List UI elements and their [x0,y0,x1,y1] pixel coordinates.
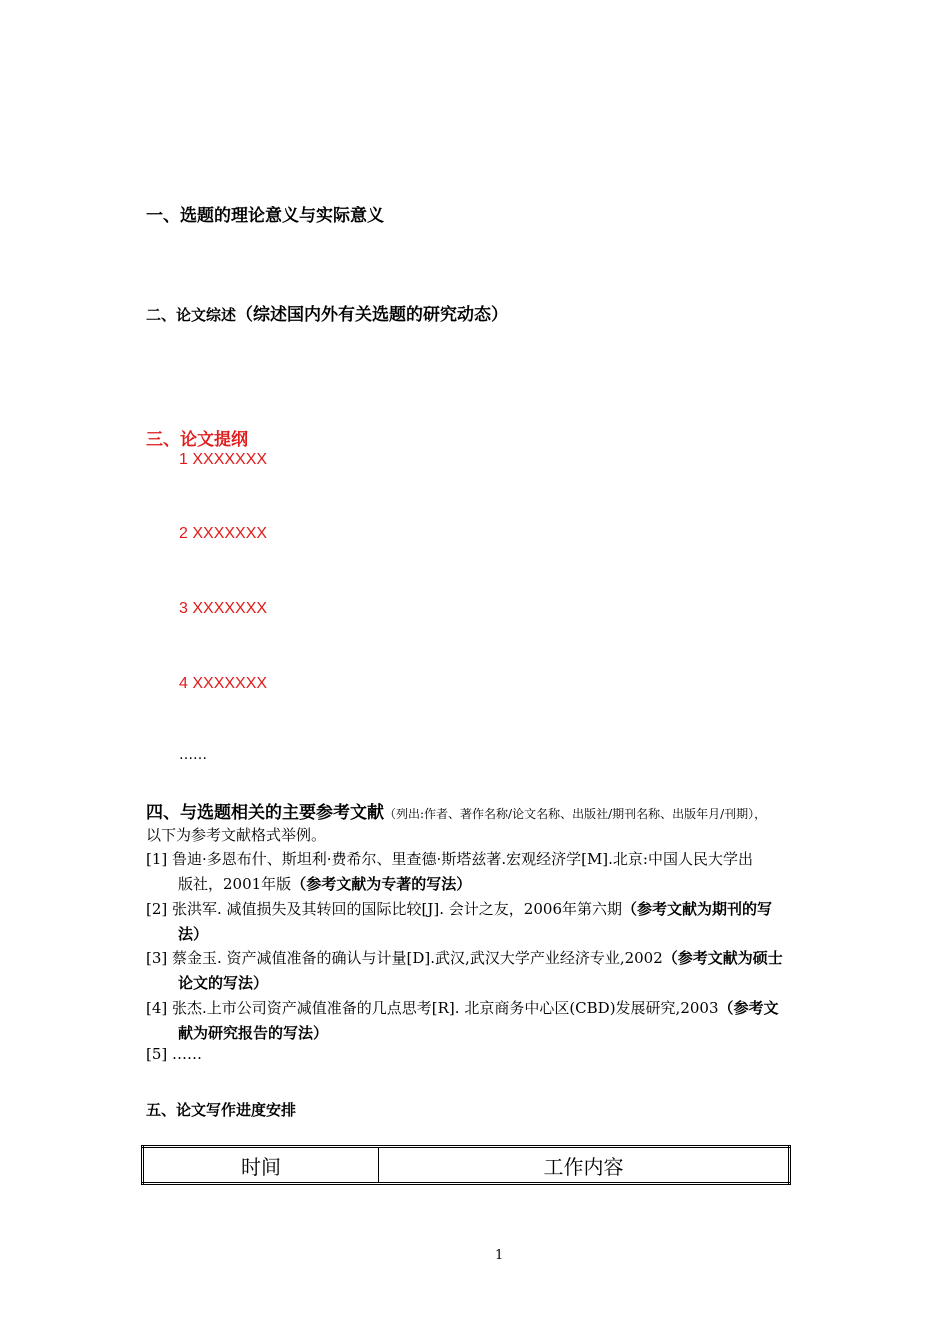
ref-3-note1: （参考文献为硕士 [662,949,783,967]
ref-3-note2: 论文的写法） [178,974,269,992]
reference-item-2 [146,897,858,947]
section-4-subtitle: 以下为参考文献格式举例。 [146,826,327,844]
outline-item-1: 1 XXXXXXX [179,451,268,468]
section-2-heading [146,300,508,325]
section-2-rest: （综述国内外有关选题的研究动态） [236,305,509,325]
ref-1-line1: [1] 鲁迪·多恩布什、斯坦利·费希尔、里查德·斯塔兹著.宏观经济学[M].北京:中国人民大学出 [146,850,753,868]
section-1-heading: 一、选题的理论意义与实际意义 [146,206,384,226]
section-3-heading: 三、论文提纲 [146,430,248,450]
section-4-heading [146,798,766,823]
table-header-work: 工作内容 [379,1147,790,1184]
section-4-title: 四、与选题相关的主要参考文献 [146,803,384,823]
ref-2-note1: （参考文献为期刊的写 [621,900,772,918]
reference-item-1 [146,847,858,897]
outline-item-2: 2 XXXXXXX [179,525,268,542]
section-2-prefix: 二、论文综述 [146,306,237,324]
ref-3-line1: [3] 蔡金玉. 资产减值准备的确认与计量[D].武汉,武汉大学产业经济专业,2002 [146,949,663,967]
ref-1-line2: 版社，2001年版 [178,875,292,893]
outline-item-4: 4 XXXXXXX [179,675,268,692]
outline-ellipsis: …… [179,747,207,763]
ref-2-line1: [2] 张洪军. 减值损失及其转回的国际比较[J]. 会计之友，2006年第六期 [146,900,622,918]
ref-4-note1: （参考文 [718,999,779,1017]
ref-4-note2: 献为研究报告的写法） [178,1024,329,1042]
ref-4-line1: [4] 张杰.上市公司资产减值准备的几点思考[R]. 北京商务中心区(CBD)发展研究,2003 [146,999,719,1017]
reference-item-3 [146,946,858,996]
ref-2-note2: 法） [178,925,209,943]
ref-1-note: （参考文献为专著的写法） [291,875,472,893]
reference-item-4 [146,996,858,1046]
table-header-row [143,1147,790,1184]
table-header-time: 时间 [143,1147,379,1184]
reference-item-5: [5] …… [146,1045,203,1063]
section-4-note: （列出:作者、著作名称/论文名称、出版社/期刊名称、出版年月/刊期）， [384,807,767,821]
schedule-table [141,1145,791,1185]
page-number: 1 [495,1248,504,1263]
section-5-heading: 五、论文写作进度安排 [146,1101,297,1119]
outline-item-3: 3 XXXXXXX [179,600,268,617]
